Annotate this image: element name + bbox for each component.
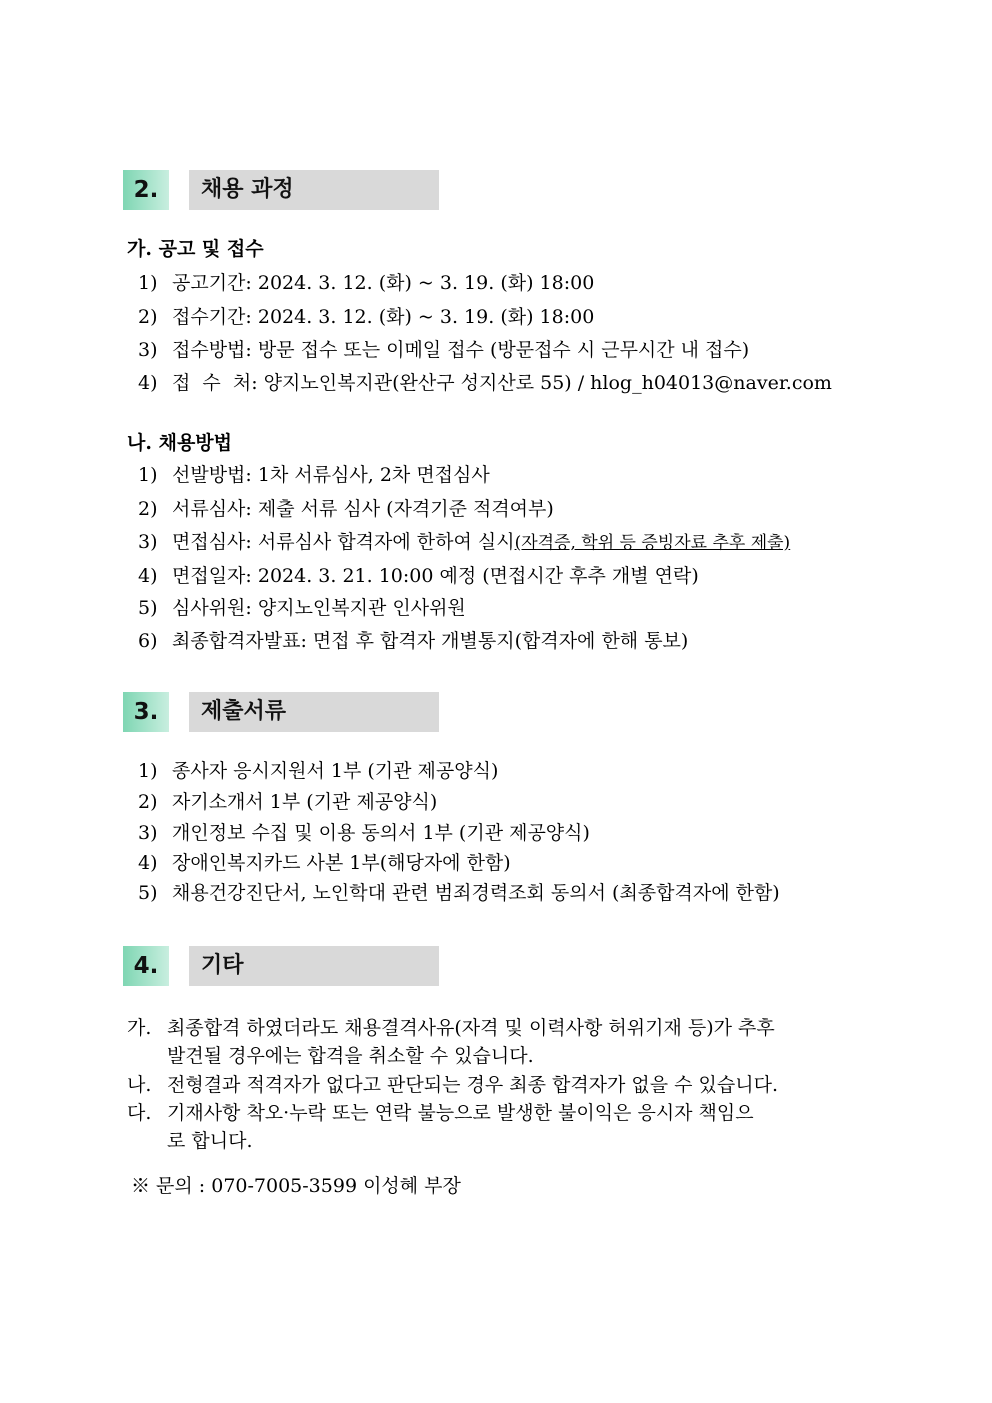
item-text: 최종합격 하였더라도 채용결격사유(자격 및 이력사항 허위기재 등)가 추후 bbox=[167, 1017, 775, 1039]
item-text: 면접일자: 2024. 3. 21. 10:00 예정 (면접시간 후추 개별 연락) bbox=[172, 565, 699, 587]
item-marker: 다. bbox=[127, 1102, 152, 1124]
subsection-heading-na: 나. 채용방법 bbox=[127, 432, 232, 454]
list-item bbox=[138, 529, 790, 556]
item-text: 자기소개서 1부 (기관 제공양식) bbox=[172, 791, 438, 813]
item-number: 5) bbox=[138, 882, 158, 904]
section-header-4 bbox=[123, 946, 439, 986]
item-text-continued: 로 합니다. bbox=[167, 1130, 253, 1152]
item-number: 6) bbox=[138, 630, 158, 652]
item-text: 기재사항 착오·누락 또는 연락 불능으로 발생한 불이익은 응시자 책임으 bbox=[167, 1102, 754, 1124]
list-item bbox=[138, 462, 490, 488]
item-text: 접수방법: 방문 접수 또는 이메일 접수 (방문접수 시 근무시간 내 접수) bbox=[172, 339, 750, 361]
section-header-3 bbox=[123, 692, 439, 732]
section-number: 2. bbox=[123, 170, 169, 210]
list-item bbox=[138, 595, 466, 621]
item-number: 4) bbox=[138, 852, 158, 874]
section-title: 제출서류 bbox=[189, 692, 439, 732]
item-number: 4) bbox=[138, 565, 158, 587]
list-item bbox=[138, 563, 699, 589]
list-item bbox=[138, 270, 594, 296]
item-text: 심사위원: 양지노인복지관 인사위원 bbox=[172, 597, 466, 619]
list-item bbox=[138, 789, 437, 815]
section-title: 채용 과정 bbox=[189, 170, 439, 210]
item-text: 접 수 처: 양지노인복지관(완산구 성지산로 55) / hlog_h04013@naver.com bbox=[172, 372, 832, 394]
item-number: 2) bbox=[138, 306, 158, 328]
item-marker: 가. bbox=[127, 1017, 152, 1039]
list-item bbox=[138, 758, 498, 784]
item-number: 3) bbox=[138, 822, 158, 844]
item-number: 4) bbox=[138, 372, 158, 394]
item-number: 1) bbox=[138, 464, 158, 486]
item-number: 2) bbox=[138, 498, 158, 520]
paragraph-item bbox=[127, 1014, 877, 1070]
paragraph-item bbox=[127, 1071, 877, 1099]
section-number: 3. bbox=[123, 692, 169, 732]
section-title: 기타 bbox=[189, 946, 439, 986]
list-item bbox=[138, 496, 554, 522]
list-item bbox=[138, 880, 780, 906]
item-text-continued: 발견될 경우에는 합격을 취소할 수 있습니다. bbox=[167, 1045, 534, 1067]
item-number: 1) bbox=[138, 760, 158, 782]
item-text: 면접심사: 서류심사 합격자에 한하여 실시 bbox=[172, 531, 515, 553]
item-text: 접수기간: 2024. 3. 12. (화) ~ 3. 19. (화) 18:00 bbox=[172, 306, 595, 328]
item-text: 채용건강진단서, 노인학대 관련 범죄경력조회 동의서 (최종합격자에 한함) bbox=[172, 882, 780, 904]
item-note: (자격증, 학위 등 증빙자료 추후 제출) bbox=[514, 533, 791, 553]
section-header-2 bbox=[123, 170, 439, 210]
list-item bbox=[138, 850, 511, 876]
list-item bbox=[138, 628, 688, 654]
item-text: 최종합격자발표: 면접 후 합격자 개별통지(합격자에 한해 통보) bbox=[172, 630, 689, 652]
section-number: 4. bbox=[123, 946, 169, 986]
contact-info: ※ 문의 : 070-7005-3599 이성혜 부장 bbox=[131, 1175, 461, 1197]
item-text: 종사자 응시지원서 1부 (기관 제공양식) bbox=[172, 760, 499, 782]
item-marker: 나. bbox=[127, 1074, 152, 1096]
list-item bbox=[138, 370, 832, 396]
item-text: 서류심사: 제출 서류 심사 (자격기준 적격여부) bbox=[172, 498, 554, 520]
item-text: 개인정보 수집 및 이용 동의서 1부 (기관 제공양식) bbox=[172, 822, 590, 844]
list-item bbox=[138, 820, 590, 846]
item-number: 1) bbox=[138, 272, 158, 294]
item-number: 3) bbox=[138, 531, 158, 553]
subsection-heading-ga: 가. 공고 및 접수 bbox=[127, 238, 264, 260]
item-number: 5) bbox=[138, 597, 158, 619]
item-number: 2) bbox=[138, 791, 158, 813]
item-text: 선발방법: 1차 서류심사, 2차 면접심사 bbox=[172, 464, 490, 486]
item-text: 공고기간: 2024. 3. 12. (화) ~ 3. 19. (화) 18:00 bbox=[172, 272, 595, 294]
item-text: 장애인복지카드 사본 1부(해당자에 한함) bbox=[172, 852, 511, 874]
item-text: 전형결과 적격자가 없다고 판단되는 경우 최종 합격자가 없을 수 있습니다. bbox=[167, 1074, 779, 1096]
item-number: 3) bbox=[138, 339, 158, 361]
list-item bbox=[138, 337, 749, 363]
list-item bbox=[138, 304, 594, 330]
paragraph-item bbox=[127, 1099, 877, 1155]
